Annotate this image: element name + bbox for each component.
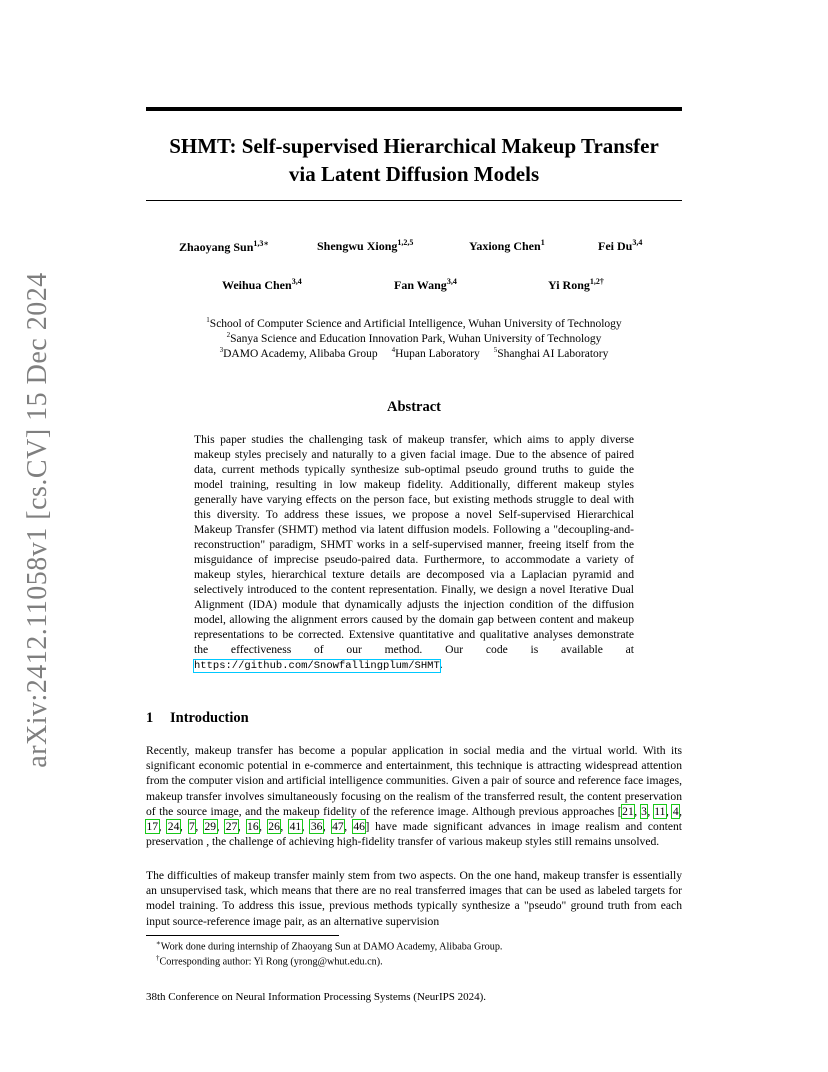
affiliation-2: $^2$Sanya Science and Education Innovation Park, Wuhan University of Technology bbox=[226, 331, 602, 345]
citation-link[interactable]: 3 bbox=[641, 804, 647, 818]
author-3: Yaxiong Chen$^1$ bbox=[469, 238, 545, 253]
abstract-heading: Abstract bbox=[387, 399, 441, 415]
citation-link[interactable]: 47 bbox=[332, 820, 344, 834]
author-2: Shengwu Xiong$^{1,2,5}$ bbox=[317, 238, 414, 253]
citation-list: 21, 3, 11, 4, 17, 24, 7, 29, 27, 16, 26, 41, 36, 47, 46 bbox=[146, 804, 683, 834]
footnote-1: ∗Work done during internship of Zhaoyang Sun at DAMO Academy, Alibaba Group. bbox=[156, 939, 503, 953]
citation-link[interactable]: 46 bbox=[353, 820, 365, 834]
affiliation-3-4-5: $^3$DAMO Academy, Alibaba Group $^4$Hupan Laboratory $^5$Shanghai AI Laboratory bbox=[219, 346, 609, 360]
paper-title bbox=[146, 132, 682, 188]
citation-link[interactable]: 26 bbox=[268, 820, 280, 834]
arxiv-stamp: arXiv:2412.11058v1 [cs.CV] 15 Dec 2024 bbox=[22, 272, 53, 768]
citation-link[interactable]: 4 bbox=[672, 804, 679, 818]
title-line-1: SHMT: Self-supervised Hierarchical Makeup Transfer bbox=[169, 134, 659, 158]
venue-note: 38th Conference on Neural Information Processing Systems (NeurIPS 2024). bbox=[146, 991, 487, 1003]
title-line-2: via Latent Diffusion Models bbox=[288, 162, 540, 186]
footnote-rule bbox=[146, 935, 339, 936]
citation-link[interactable]: 24 bbox=[167, 820, 180, 834]
intro-paragraph-2: The difficulties of makeup transfer mainly stem from two aspects. On the one hand, makeup transfer is essentially an unsupervised task, which means that there are no real transferred images that can be used as labeled targets for model training. To address this issue, previous methods typically synthesize a "pseudo" ground truth from each input source-reference image pair, as an alternative supervision bbox=[146, 869, 682, 928]
code-link[interactable]: https://github.com/Snowfallingplum/SHMT bbox=[194, 660, 440, 672]
citation-link[interactable]: 16 bbox=[247, 820, 259, 834]
citation-link[interactable]: 7 bbox=[189, 820, 195, 834]
author-4: Fei Du$^{3,4}$ bbox=[598, 238, 643, 253]
section-heading: 1 Introduction bbox=[146, 710, 249, 726]
author-6: Fan Wang$^{3,4}$ bbox=[394, 277, 457, 292]
citation-link[interactable]: 36 bbox=[310, 820, 323, 834]
footnote-2: †Corresponding author: Yi Rong (yrong@whut.edu.cn). bbox=[156, 954, 383, 968]
citation-link[interactable]: 17 bbox=[146, 820, 159, 834]
citation-link[interactable]: 29 bbox=[204, 820, 217, 834]
author-5: Weihua Chen$^{3,4}$ bbox=[222, 277, 302, 292]
citation-link[interactable]: 27 bbox=[225, 820, 238, 834]
affiliation-1: $^1$School of Computer Science and Artificial Intelligence, Wuhan University of Technology bbox=[206, 316, 622, 330]
title-bottom-rule bbox=[146, 200, 682, 201]
author-7: Yi Rong$^{1,2\dagger}$ bbox=[548, 277, 604, 292]
citation-link[interactable]: 41 bbox=[289, 820, 302, 834]
intro-paragraph-1: Recently, makeup transfer has become a popular application in social media and the virtual world. With its significant economic potential in e-commerce and entertainment, this technique is attracting widespread attention from the computer vision and artificial intelligence communities. Given a pair of source and reference face images, makeup transfer involves simultaneously focusing on the realism of the transferred result, the content preservation of the source image, and the makeup fidelity of the reference image. Although previous approaches [21, 3, 11, 4, 17, 24, 7, 29, 27, 16, 26, 41, 36, 47, 46] have made significant advances in image realism and content preservation , the challenge of achieving high-fidelity transfer of various makeup styles still remains unsolved. bbox=[146, 744, 683, 849]
citation-link[interactable]: 21 bbox=[622, 804, 634, 818]
author-1: Zhaoyang Sun$^{1,3∗}$ bbox=[179, 239, 269, 254]
citation-link[interactable]: 11 bbox=[654, 804, 666, 818]
title-top-rule bbox=[146, 107, 682, 111]
abstract-body: This paper studies the challenging task of makeup transfer, which aims to apply diverse makeup styles precisely and naturally to a given facial image. Due to the absence of paired data, current methods typically synthesize sub-optimal pseudo ground truths to guide the model training, resulting in low makeup fidelity. Additionally, different makeup styles generally have varying effects on the person face, but existing methods struggle to deal with this diversity. To address these issues, we propose a novel Self-supervised Hierarchical Makeup Transfer (SHMT) method via latent diffusion models. Following a "decoupling-and-reconstruction" paradigm, SHMT works in a self-supervised manner, freeing itself from the misguidance of imprecise pseudo-paired data. Furthermore, to accommodate a variety of makeup styles, hierarchical texture details are decomposed via a Laplacian pyramid and selectively introduced to the content representation. Finally, we design a novel Iterative Dual Alignment (IDA) module that dynamically adjusts the injection condition of the diffusion model, allowing the alignment errors caused by the domain gap between content and makeup representations to be corrected. Extensive quantitative and qualitative analyses demonstrate the effectiveness of our method. Our code is available at https://github.com/Snowfallingplum/SHMT. bbox=[194, 433, 634, 672]
